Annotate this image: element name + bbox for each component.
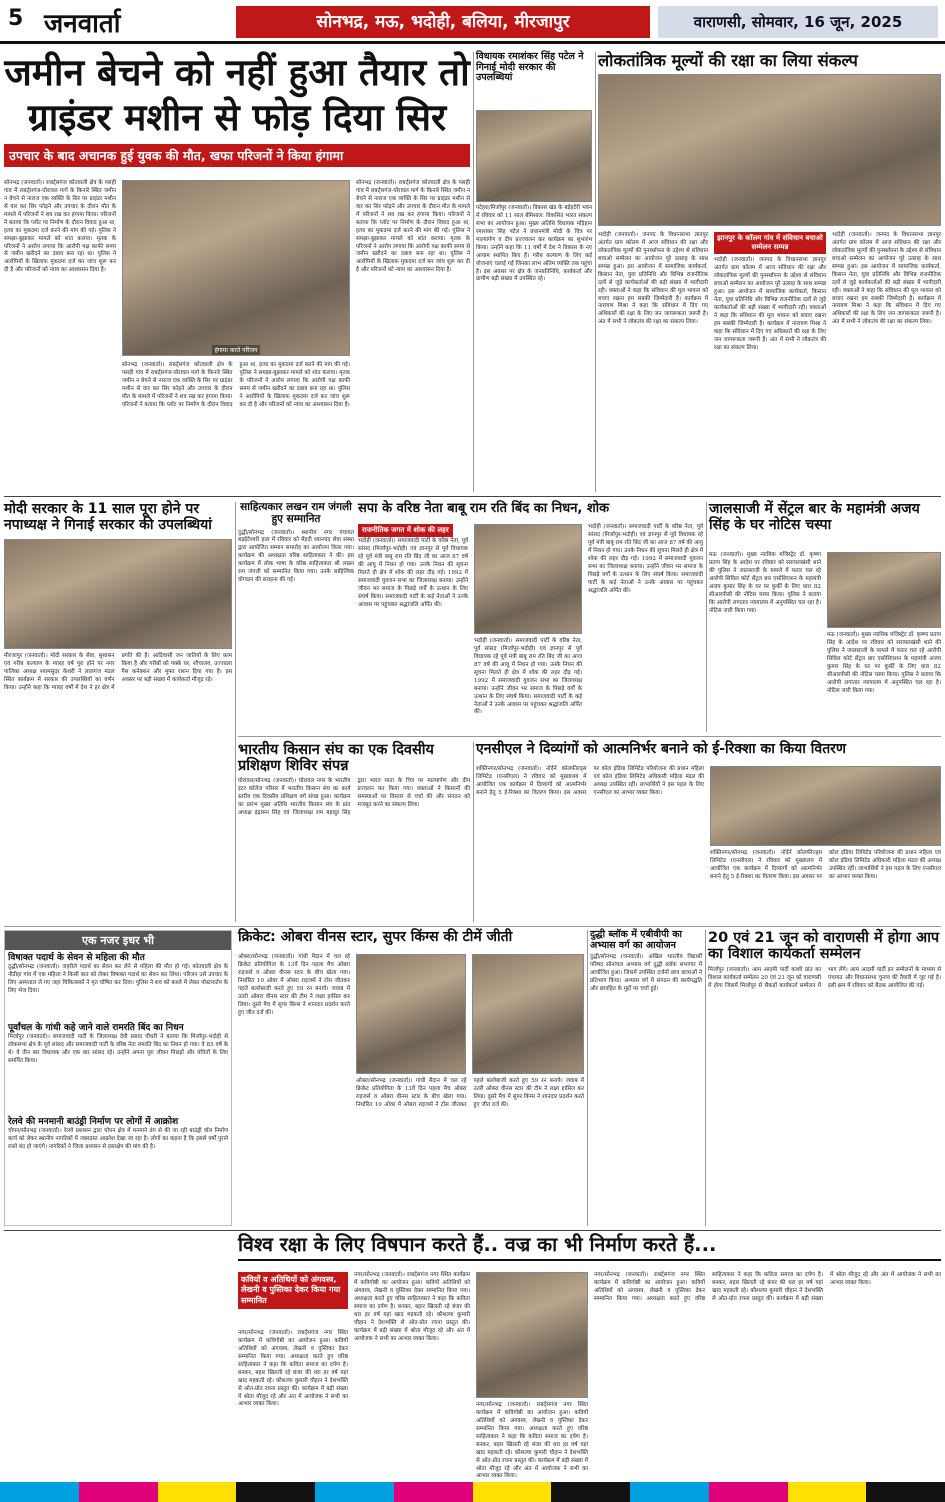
samvidhan-headline: लोकतांत्रिक मूल्यों की रक्षा का लिया संकल्प xyxy=(598,51,858,70)
jalsaji-body: मऊ (जनवार्ता)। मुख्य न्यायिक मजिस्ट्रेट डॉ. कृष्णा प्रताप सिंह के आदेश पर रविवार को सरायलखंसी थाने की पुलिस ने जालसाजी के मामले में फरार चल रहे आरोपी सिविल कोर्ट सेंट्रल बार एसोसिएशन के महामंत्री अजय कुमार सिंह के घर पर कुर्की के लिए धारा 82 सीआरपीसी की नोटिस चस्पा किया। पुलिस ने बताया कि आरोपी लगातार न्यायालय में अनुपस्थित चल रहा है। नोटिस जारी किया गया। xyxy=(709,552,821,614)
nazar-item2-body: मिर्जापुर (जनवार्ता)। समाजवादी पार्टी के जिलाध्यक्ष देवी प्रसाद चौधरी ने बताया कि मिर्जापुर-भदोही से लोकसभा क्षेत्र के पूर्व सांसद और समाजवादी पार्टी के वरिष्ठ नेता रामरति बिंद का निधन हो गया। वे 85 वर्ष के थे। वे तीन बार विधायक और एक बार सांसद रहे। उन्होंने अपना पूरा जीवन पिछड़ों और वंचितों के लिए समर्पित किया। xyxy=(8,1034,228,1064)
lead-headline-1: जमीन बेचने को नहीं हुआ तैयार तो xyxy=(4,51,470,94)
color-registration-bar xyxy=(0,1482,945,1502)
cricket-body: ओबरा/सोनभद्र (जनवार्ता)। गांधी मैदान में चल रहे क्रिकेट प्रतियोगिता के 13वें दिन पहला मैच ओबरा राइजर्स व ओबरा वीनस स्टार के बीच खेला गया। निर्धारित 10 ओवर में ओबरा राइजर्स ने टॉस जीतकर पहले बल्लेबाजी करते हुए 59 रन बनाये। जवाब में उतरी ओबरा वीनस स्टार की टीम ने लक्ष्य हासिल कर लिया। दूसरे मैच में सुपर किंग्स ने शानदार प्रदर्शन करते हुए जीत दर्ज की। xyxy=(238,954,350,1016)
lead-body-left: सोनभद्र (जनवार्ता)। राबर्ट्सगंज कोतवाली क्षेत्र के पसही गांव में राबर्ट्सगंज-घोरावल मार्ग के किनारे स्थित जमीन न बेचने से नाराज एक व्यक्ति के सिर पर ग्राइंडर मशीन से वार कर सिर फोड़ने और उपचार के दौरान मौत के मामले में परिजनों ने शव रख कर हंगामा किया। परिजनों ने बताया कि प्लॉट पर निर्माण के दौरान विवाद हुआ था, हत्या का मुकदमा दर्ज करने की मांग की गई। पुलिस ने समझा-बुझाकर मामले को शांत कराया। मृतक के परिजनों ने आरोप लगाया कि आरोपी पक्ष काफी समय से जमीन खरीदने का दबाव बना रहा था। पुलिस ने आरोपियों के खिलाफ मुकदमा दर्ज कर जांच शुरू कर दी है और परिजनों को न्याय का आश्वासन दिया है। xyxy=(4,180,116,274)
ncl-headline: एनसीएल ने दिव्यांगों को आत्मनिर्भर बनाने को ई-रिक्शा का किया वितरण xyxy=(476,741,847,757)
lakhan-story xyxy=(238,502,354,732)
lead-body-under-photo: सोनभद्र (जनवार्ता)। राबर्ट्सगंज कोतवाली क्षेत्र के पसही गांव में राबर्ट्सगंज-घोरावल मार्ग के किनारे स्थित जमीन न बेचने से नाराज एक व्यक्ति के सिर पर ग्राइंडर मशीन से वार कर सिर फोड़ने और उपचार के दौरान मौत के मामले में परिजनों ने शव रख कर हंगामा किया। परिजनों ने बताया कि प्लॉट पर निर्माण के दौरान विवाद हुआ था, हत्या का मुकदमा दर्ज करने की मांग की गई। पुलिस ने समझा-बुझाकर मामले को शांत कराया। मृतक के परिजनों ने आरोप लगाया कि आरोपी पक्ष काफी समय से जमीन खरीदने का दबाव बना रहा था। पुलिस ने आरोपियों के खिलाफ मुकदमा दर्ज कर जांच शुरू कर दी है और परिजनों को न्याय का आश्वासन दिया है। xyxy=(122,362,350,408)
aap-story xyxy=(708,930,941,1226)
nazar-item1-title: विषाक्त पदार्थ के सेवन से महिला की मौत xyxy=(8,953,145,963)
modi-headline: विधायक रमाशंकर सिंह पटेल ने गिनाई मोदी सरकार की उपलब्धियां xyxy=(476,51,584,84)
cricket-photo-1 xyxy=(356,954,466,1074)
samvidhan-photo xyxy=(598,74,941,226)
modi2-photo xyxy=(4,539,232,649)
lead-story xyxy=(4,52,470,492)
babu-kicker: राजनीतिक जगत में शोक की लहर xyxy=(358,524,453,537)
kavi-story: विश्व रक्षा के लिए विषपान करते हैं.. वज्र का भी निर्माण करते हैं... कवियों व अतिथियों को अंगवस्त्र, लेखनी व पुस्तिका देकर किया गया सम्मानित नगर/सोनभद्र (जनवार्ता)। राबर्ट्सगंज नगर स्थित कार्यक्रम में कविगोष्ठी का आयोजन हुआ। कवियों अतिथियों को अंगवस्त्र, लेखनी व पुस्तिका देकर सम्मानित किया गया। अध्यक्षता करते हुए वरिष्ठ साहित्यकार ने कहा कि कविता समाज का दर्पण है। बनकर, बहार खिलती रहे बंजर की धरा हर वर्ष यहां खाद महकती रहे। कौशल्या कुमारी चौहान ने देशभक्ति से ओत-प्रोत रचना प्रस्तुत की। कार्यक्रम में बड़ी संख्या में श्रोता मौजूद रहे और अंत में आयोजक ने सभी का आभार व्यक्त किया। नगर/सोनभद्र (जनवार्ता)। राबर्ट्सगंज नगर स्थित कार्यक्रम में कविगोष्ठी का आयोजन हुआ। कवियों अतिथियों को अंगवस्त्र, लेखनी व पुस्तिका देकर सम्मानित किया गया। अध्यक्षता करते हुए वरिष्ठ साहित्यकार ने कहा कि कविता समाज का दर्पण है। बनकर, बहार खिलती रहे बंजर की धरा हर वर्ष यहां खाद महकती रहे। कौशल्या कुमारी चौहान ने देशभक्ति से ओत-प्रोत रचना प्रस्तुत की। कार्यक्रम में बड़ी संख्या में श्रोता मौजूद रहे और अंत में आयोजक ने सभी का आभार व्यक्त किया। नगर/सोनभद्र (जनवार्ता)। राबर्ट्सगंज नगर स्थित कार्यक्रम में कविगोष्ठी का आयोजन हुआ। कवियों अतिथियों को अंगवस्त्र, लेखनी व पुस्तिका देकर सम्मानित किया गया। अध्यक्षता करते हुए वरिष्ठ साहित्यकार ने कहा कि कविता समाज का दर्पण है। बनकर, बहार खिलती रहे बंजर की धरा हर वर्ष यहां खाद महकती रहे। कौशल्या कुमारी चौहान ने देशभक्ति से ओत-प्रोत रचना प्रस्तुत की। कार्यक्रम में बड़ी संख्या में श्रोता मौजूद रहे और अंत में आयोजक ने सभी का आभार व्यक्त किया। नगर/सोनभद्र (जनवार्ता)। राबर्ट्सगंज नगर स्थित कार्यक्रम में कविगोष्ठी का आयोजन हुआ। कवियों अतिथियों को अंगवस्त्र, लेखनी व पुस्तिका देकर सम्मानित किया गया। अध्यक्षता करते हुए वरिष्ठ साहित्यकार ने कहा कि कविता समाज का दर्पण है। बनकर, बहार खिलती रहे बंजर की धरा हर वर्ष यहां खाद महकती रहे। कौशल्या कुमारी चौहान ने देशभक्ति से ओत-प्रोत रचना प्रस्तुत की। कार्यक्रम में बड़ी संख्या में श्रोता मौजूद रहे और अंत में आयोजक ने सभी का आभार व्यक्त किया। xyxy=(238,1233,941,1480)
babu-story xyxy=(358,502,703,732)
nazar-item2-title: पूर्वांचल के गांधी कहे जाने वाले रामरति बिंद का निधन xyxy=(8,1023,184,1034)
cricket-story: क्रिकेट: ओबरा वीनस स्टार, सुपर किंग्स की टीमें जीती ओबरा/सोनभद्र (जनवार्ता)। गांधी मैदान में चल रहे क्रिकेट प्रतियोगिता के 13वें दिन पहला मैच ओबरा राइजर्स व ओबरा वीनस स्टार के बीच खेला गया। निर्धारित 10 ओवर में ओबरा राइजर्स ने टॉस जीतकर पहले बल्लेबाजी करते हुए 59 रन बनाये। जवाब में उतरी ओबरा वीनस स्टार की टीम ने लक्ष्य हासिल कर लिया। दूसरे मैच में सुपर किंग्स ने शानदार प्रदर्शन करते हुए जीत दर्ज की। ओबरा/सोनभद्र (जनवार्ता)। गांधी मैदान में चल रहे क्रिकेट प्रतियोगिता के 13वें दिन पहला मैच ओबरा राइजर्स व ओबरा वीनस स्टार के बीच खेला गया। निर्धारित 10 ओवर में ओबरा राइजर्स ने टॉस जीतकर पहले बल्लेबाजी करते हुए 59 रन बनाये। जवाब में उतरी ओबरा वीनस स्टार की टीम ने लक्ष्य हासिल कर लिया। दूसरे मैच में सुपर किंग्स ने शानदार प्रदर्शन करते हुए जीत दर्ज की। xyxy=(238,930,584,1226)
lakhan-headline: साहित्यकार लखन राम जंगली हुए सम्मानित xyxy=(240,501,352,525)
ncl-story: एनसीएल ने दिव्यांगों को आत्मनिर्भर बनाने को ई-रिक्शा का किया वितरण शक्तिनगर/सोनभद्र (जनवार्ता)। नॉर्दर्न कोलफील्ड्स लिमिटेड (एनसीएल) ने रविवार को मुख्यालय में आयोजित एक कार्यक्रम में दिव्यांगों को आत्मनिर्भर बनाने हेतु 5 ई-रिक्शा का वितरण किया। इस अवसर पर कोल इंडिया लिमिटेड परियोजना की प्रधान महिला एवं कोल इंडिया लिमिटेड अधिकारी महिला मंडल की अध्यक्ष उपस्थित रहीं। लाभार्थियों ने इस पहल के लिए एनसीएल का आभार व्यक्त किया। शक्तिनगर/सोनभद्र (जनवार्ता)। नॉर्दर्न कोलफील्ड्स लिमिटेड (एनसीएल) ने रविवार को मुख्यालय में आयोजित एक कार्यक्रम में दिव्यांगों को आत्मनिर्भर बनाने हेतु 5 ई-रिक्शा का वितरण किया। इस अवसर पर कोल इंडिया लिमिटेड परियोजना की प्रधान महिला एवं कोल इंडिया लिमिटेड अधिकारी महिला मंडल की अध्यक्ष उपस्थित रहीं। लाभार्थियों ने इस पहल के लिए एनसीएल का आभार व्यक्त किया। xyxy=(476,742,941,922)
aap-headline: 20 एवं 21 जून को वाराणसी में होगा आप का विशाल कार्यकर्ता सम्मेलन xyxy=(708,930,940,963)
lead-body-right: सोनभद्र (जनवार्ता)। राबर्ट्सगंज कोतवाली क्षेत्र के पसही गांव में राबर्ट्सगंज-घोरावल मार्ग के किनारे स्थित जमीन न बेचने से नाराज एक व्यक्ति के सिर पर ग्राइंडर मशीन से वार कर सिर फोड़ने और उपचार के दौरान मौत के मामले में परिजनों ने शव रख कर हंगामा किया। परिजनों ने बताया कि प्लॉट पर निर्माण के दौरान विवाद हुआ था, हत्या का मुकदमा दर्ज करने की मांग की गई। पुलिस ने समझा-बुझाकर मामले को शांत कराया। मृतक के परिजनों ने आरोप लगाया कि आरोपी पक्ष काफी समय से जमीन खरीदने का दबाव बना रहा था। पुलिस ने आरोपियों के खिलाफ मुकदमा दर्ज कर जांच शुरू कर दी है और परिजनों को न्याय का आश्वासन दिया है। xyxy=(356,180,470,274)
lakhan-body: दुद्धी/सोनभद्र (जनवार्ता)। स्थानीय नगर पंचायत बड़हेटेश्वरी हाल में रविवार को मेंहदी ध्यानचंद सेवा संस्था द्वारा आयोजित सम्मान समारोह का आयोजन किया गया। कार्यक्रम की अध्यक्षता वरिष्ठ साहित्यकार ने की। इस कार्यक्रम में लोक भाषा के वरिष्ठ साहित्यकार श्री लखन राम जंगली को सम्मानित किया गया। उनके साहित्यिक योगदान की सराहना की गई। xyxy=(238,529,354,584)
abvp-body: दुद्धी/सोनभद्र (जनवार्ता)। अखिल भारतीय विद्यार्थी परिषद सोनांचल अभ्यास वर्ग दुद्धी ब्लॉक सभागार में आयोजित हुआ। जिसमें उपस्थित दर्जनों छात्र छात्राओं ने प्रतिभाग किया। अभ्यास वर्ग में संगठन की कार्यपद्धति और छात्रहित के मुद्दों पर चर्चा हुई। xyxy=(590,954,702,992)
lead-headline-2: ग्राइंडर मशीन से फोड़ दिया सिर xyxy=(27,96,447,140)
modi-body: पटेहरा/मिर्जापुर (जनवार्ता)। विकास खंड के बड़ेहटेरी भवन में रविवार को 11 साल बेमिसाल: विकसित भारत संकल्प सभा का आयोजन हुआ। मुख्य अतिथि विधायक मड़िहान रमाशंकर सिंह पटेल ने प्रधानमंत्री मोदी के चित्र पर माल्यार्पण व दीप प्रज्ज्वलन कर कार्यक्रम का शुभारंभ किया। उन्होंने कहा कि 11 वर्षों में देश ने विकास के नए आयाम स्थापित किए हैं। गरीब कल्याण के लिए कई योजनाएं चलाई गईं जिनका लाभ अंतिम व्यक्ति तक पहुंचा है। इस अवसर पर क्षेत्र के जनप्रतिनिधि, कार्यकर्ता और ग्रामीण बड़ी संख्या में उपस्थित रहे। xyxy=(476,205,592,283)
samvidhan-body-1: भदोही (जनवार्ता)। जनपद के विधानसभा ज्ञानपुर अंतर्गत ग्राम कॉलम में आज संविधान की रक्षा और लोकतांत्रिक मूल्यों की पुनर्स्थापना के उद्देश्य से संविधान बचाओ सम्मेलन का आयोजन पूरे उत्साह के साथ सम्पन्न हुआ। इस आयोजन में सामाजिक कार्यकर्ता, किसान नेता, युवा प्रतिनिधि और विभिन्न राजनीतिक दलों से जुड़े कार्यकर्ताओं की बड़ी संख्या में भागीदारी रही। वक्ताओं ने कहा कि संविधान की मूल भावना को बचाए रखना हम सबकी जिम्मेदारी है। कार्यक्रम में नारायण मिश्रा ने कहा कि संविधान में दिए गए अधिकारों की रक्षा के लिए जन जागरूकता जरूरी है। अंत में सभी ने लोकतंत्र की रक्षा का संकल्प लिया। xyxy=(598,232,708,326)
modi2-headline: मोदी सरकार के 11 साल पूरा होने पर नपाध्यक्ष ने गिनाई सरकार की उपलब्धियां xyxy=(4,501,212,533)
ncl-body: शक्तिनगर/सोनभद्र (जनवार्ता)। नॉर्दर्न कोलफील्ड्स लिमिटेड (एनसीएल) ने रविवार को मुख्यालय में आयोजित एक कार्यक्रम में दिव्यांगों को आत्मनिर्भर बनाने हेतु 5 ई-रिक्शा का वितरण किया। इस अवसर पर कोल इंडिया लिमिटेड परियोजना की प्रधान महिला एवं कोल इंडिया लिमिटेड अधिकारी महिला मंडल की अध्यक्ष उपस्थित रहीं। लाभार्थियों ने इस पहल के लिए एनसीएल का आभार व्यक्त किया। xyxy=(476,766,704,796)
ek-nazar-section xyxy=(4,930,232,1226)
abvp-headline: दुद्धी ब्लॉक में एबीवीपी का अभ्यास वर्ग का आयोजन xyxy=(590,929,682,951)
nazar-item3-body: चोपन/सोनभद्र (जनवार्ता)। रेलवे प्रशासन द्वारा चोपन क्षेत्र में मनमाने ढंग से की जा रही बाउंड्री वॉल निर्माण कार्य को लेकर स्थानीय नागरिकों में जबरदस्त आक्रोश देखा जा रहा है। लोगों का कहना है कि इससे वर्षों पुराने रास्ते बंद हो जाएंगे। नागरिकों ने जिला प्रशासन से हस्तक्षेप की मांग की है। xyxy=(8,1128,228,1151)
paper-name: जनवार्ता xyxy=(44,9,121,39)
babu-body-2: भदोही (जनवार्ता)। समाजवादी पार्टी के वरिष्ठ नेता, पूर्व सांसद (मिर्जापुर-भदोही) एवं ज्ञानपुर से पूर्व विधायक रहे पूर्व मंत्री बाबू राम रति बिंद जी का आज 87 वर्ष की आयु में निधन हो गया। उनके निधन की सूचना मिलते ही क्षेत्र में शोक की लहर दौड़ गई। 1992 में समाजवादी युवजन सभा का जिलाध्यक्ष बनाया। उन्होंने जीवन भर समाज के पिछड़े वर्गों के उत्थान के लिए संघर्ष किया। समाजवादी पार्टी के कई नेताओं ने उनके आवास पर पहुंचकर श्रद्धांजलि अर्पित की। xyxy=(474,638,582,716)
cricket-photo-2 xyxy=(472,954,584,1074)
kisan-story xyxy=(238,742,470,922)
kavi-body-3: नगर/सोनभद्र (जनवार्ता)। राबर्ट्सगंज नगर स्थित कार्यक्रम में कविगोष्ठी का आयोजन हुआ। कवियों अतिथियों को अंगवस्त्र, लेखनी व पुस्तिका देकर सम्मानित किया गया। अध्यक्षता करते हुए वरिष्ठ साहित्यकार ने कहा कि कविता समाज का दर्पण है। बनकर, बहार खिलती रहे बंजर की धरा हर वर्ष यहां खाद महकती रहे। कौशल्या कुमारी चौहान ने देशभक्ति से ओत-प्रोत रचना प्रस्तुत की। कार्यक्रम में बड़ी संख्या में श्रोता मौजूद रहे और अंत में आयोजक ने सभी का आभार व्यक्त किया। xyxy=(594,1272,941,1302)
kisan-headline: भारतीय किसान संघ का एक दिवसीय प्रशिक्षण शिविर संपन्न xyxy=(238,742,434,775)
kavi-body-1: नगर/सोनभद्र (जनवार्ता)। राबर्ट्सगंज नगर स्थित कार्यक्रम में कविगोष्ठी का आयोजन हुआ। कवियों अतिथियों को अंगवस्त्र, लेखनी व पुस्तिका देकर सम्मानित किया गया। अध्यक्षता करते हुए वरिष्ठ साहित्यकार ने कहा कि कविता समाज का दर्पण है। बनकर, बहार खिलती रहे बंजर की धरा हर वर्ष यहां खाद महकती रहे। कौशल्या कुमारी चौहान ने देशभक्ति से ओत-प्रोत रचना प्रस्तुत की। कार्यक्रम में बड़ी संख्या में श्रोता मौजूद रहे और अंत में आयोजक ने सभी का आभार व्यक्त किया। xyxy=(238,1330,348,1408)
district-strip: सोनभद्र, मऊ, भदोही, बलिया, मीरजापुर xyxy=(236,6,650,38)
aap-body: मिर्जापुर (जनवार्ता)। आम आदमी पार्टी काशी प्रांत का विशाल कार्यकर्ता सम्मेलन 20 एवं 21 जून को वाराणसी में होगा जिसमें मिर्जापुर से सैकड़ों कार्यकर्ता सम्मेलन में भाग लेंगे। आम आदमी पार्टी इन सम्मेलनों के माध्यम से पंचायत और विधानसभा चुनाव की तैयारी में जुट गई है। इसी क्रम में रविवार को बैठक आयोजित की गई। xyxy=(708,967,941,990)
nazar-item1-body: दुद्धी/सोनभद्र (जनवार्ता)। जहरीले पदार्थ का सेवन कर लेने से महिला की मौत हो गई। कोतवाली क्षेत्र के नौडीहा गांव में एक महिला ने किसी बात को लेकर विषाक्त पदार्थ का सेवन कर लिया। परिजन उसे उपचार के लिए अस्पताल ले गए जहां चिकित्सकों ने मृत घोषित कर दिया। पुलिस ने शव को कब्जे में लेकर पोस्टमार्टम के लिए भेज दिया। xyxy=(8,964,228,994)
kavi-photo xyxy=(476,1272,588,1398)
babu-body-1: भदोही (जनवार्ता)। समाजवादी पार्टी के वरिष्ठ नेता, पूर्व सांसद (मिर्जापुर-भदोही) एवं ज्ञानपुर से पूर्व विधायक रहे पूर्व मंत्री बाबू राम रति बिंद जी का आज 87 वर्ष की आयु में निधन हो गया। उनके निधन की सूचना मिलते ही क्षेत्र में शोक की लहर दौड़ गई। 1992 में समाजवादी युवजन सभा का जिलाध्यक्ष बनाया। उन्होंने जीवन भर समाज के पिछड़े वर्गों के उत्थान के लिए संघर्ष किया। समाजवादी पार्टी के कई नेताओं ने उनके आवास पर पहुंचकर श्रद्धांजलि अर्पित की। xyxy=(358,538,468,608)
kisan-body: घोरावल/सोनभद्र (जनवार्ता)। घोरावल नगर के भारतीय इंटर कॉलेज परिसर में भारतीय किसान संघ का कार्य स्तरीय एक दिवसीय प्रशिक्षण वर्ग संपन्न हुआ। कार्यक्रम का प्रारंभ मुख्य अतिथि भारतीय किसान संघ के प्रांत अध्यक्ष इंद्रासन सिंह एवं जिलाध्यक्ष राम बहादुर सिंह द्वारा भारत माता के चित्र पर माल्यार्पण और दीप प्रज्वलन कर किया गया। वक्ताओं ने किसानों की समस्याओं पर विस्तार से चर्चा की और संगठन को मजबूत करने का संकल्प लिया। xyxy=(238,778,470,817)
jalsaji-story: जालसाजी में सेंट्रल बार के महामंत्री अजय सिंह के घर नोटिस चस्पा मऊ (जनवार्ता)। मुख्य न्यायिक मजिस्ट्रेट डॉ. कृष्णा प्रताप सिंह के आदेश पर रविवार को सरायलखंसी थाने की पुलिस ने जालसाजी के मामले में फरार चल रहे आरोपी सिविल कोर्ट सेंट्रल बार एसोसिएशन के महामंत्री अजय कुमार सिंह के घर पर कुर्की के लिए धारा 82 सीआरपीसी की नोटिस चस्पा किया। पुलिस ने बताया कि आरोपी लगातार न्यायालय में अनुपस्थित चल रहा है। नोटिस जारी किया गया। मऊ (जनवार्ता)। मुख्य न्यायिक मजिस्ट्रेट डॉ. कृष्णा प्रताप सिंह के आदेश पर रविवार को सरायलखंसी थाने की पुलिस ने जालसाजी के मामले में फरार चल रहे आरोपी सिविल कोर्ट सेंट्रल बार एसोसिएशन के महामंत्री अजय कुमार सिंह के घर पर कुर्की के लिए धारा 82 सीआरपीसी की नोटिस चस्पा किया। पुलिस ने बताया कि आरोपी लगातार न्यायालय में अनुपस्थित चल रहा है। नोटिस जारी किया गया। xyxy=(709,502,941,732)
babu-headline: सपा के वरिष्ठ नेता बाबू राम रति बिंद का निधन, शोक xyxy=(358,501,610,516)
babu-photo xyxy=(474,524,582,634)
masthead xyxy=(0,0,945,44)
lead-photo: हंगामा करते परिजन xyxy=(122,180,350,356)
modi-photo xyxy=(476,110,592,202)
kavi-body-2: नगर/सोनभद्र (जनवार्ता)। राबर्ट्सगंज नगर स्थित कार्यक्रम में कविगोष्ठी का आयोजन हुआ। कवियों अतिथियों को अंगवस्त्र, लेखनी व पुस्तिका देकर सम्मानित किया गया। अध्यक्षता करते हुए वरिष्ठ साहित्यकार ने कहा कि कविता समाज का दर्पण है। बनकर, बहार खिलती रहे बंजर की धरा हर वर्ष यहां खाद महकती रहे। कौशल्या कुमारी चौहान ने देशभक्ति से ओत-प्रोत रचना प्रस्तुत की। कार्यक्रम में बड़ी संख्या में श्रोता मौजूद रहे और अंत में आयोजक ने सभी का आभार व्यक्त किया। xyxy=(354,1272,470,1342)
samvidhan-body-3: भदोही (जनवार्ता)। जनपद के विधानसभा ज्ञानपुर अंतर्गत ग्राम कॉलम में आज संविधान की रक्षा और लोकतांत्रिक मूल्यों की पुनर्स्थापना के उद्देश्य से संविधान बचाओ सम्मेलन का आयोजन पूरे उत्साह के साथ सम्पन्न हुआ। इस आयोजन में सामाजिक कार्यकर्ता, किसान नेता, युवा प्रतिनिधि और विभिन्न राजनीतिक दलों से जुड़े कार्यकर्ताओं की बड़ी संख्या में भागीदारी रही। वक्ताओं ने कहा कि संविधान की मूल भावना को बचाए रखना हम सबकी जिम्मेदारी है। कार्यक्रम में नारायण मिश्रा ने कहा कि संविधान में दिए गए अधिकारों की रक्षा के लिए जन जागरूकता जरूरी है। अंत में सभी ने लोकतंत्र की रक्षा का संकल्प लिया। xyxy=(832,232,941,326)
modi2-story xyxy=(4,502,232,922)
modi-sarkar-story xyxy=(476,52,592,492)
page-number: 5 xyxy=(8,6,24,31)
cricket-headline: क्रिकेट: ओबरा वीनस स्टार, सुपर किंग्स की टीमें जीती xyxy=(238,929,513,945)
ek-nazar-title: एक नजर इधर भी xyxy=(5,931,231,950)
nazar-item3-title: रेलवे की मनमानी बाउंड्री निर्माण पर लोगों में आक्रोश xyxy=(8,1117,179,1128)
ncl-photo xyxy=(710,766,941,846)
abvp-story xyxy=(590,930,702,1226)
jalsaji-photo xyxy=(827,552,941,628)
dateline: वाराणसी, सोमवार, 16 जून, 2025 xyxy=(658,6,938,38)
jalsaji-headline: जालसाजी में सेंट्रल बार के महामंत्री अजय सिंह के घर नोटिस चस्पा xyxy=(709,501,920,533)
samvidhan-kicker: झानपुर के कॉलम गांव में संविधान बचाओ सम्मेलन सम्पन्न xyxy=(714,232,826,254)
kavi-kicker: कवियों व अतिथियों को अंगवस्त्र, लेखनी व पुस्तिका देकर किया गया सम्मानित xyxy=(238,1272,348,1309)
modi2-body: मीरजापुर (जनवार्ता)। मोदी सरकार के सेवा, सुशासन एवं गरीब कल्याण के ग्यारह वर्ष पूरा होने पर नगर पालिका अध्यक्ष श्यामसुंदर केशरी ने लालगंज मंडल स्थित कार्यक्रम में सरकार की उपलब्धियों का वर्णन किया। उन्होंने कहा कि ग्यारह वर्षों में देश ने हर क्षेत्र में प्रगति की है। आदिवासी जन जातियों के लिए काम किया है और गरीबों को पक्के घर, शौचालय, उज्ज्वला गैस कनेक्शन और मुफ्त राशन दिया गया है। इस अवसर पर बड़ी संख्या में कार्यकर्ता मौजूद रहे। xyxy=(4,653,232,692)
samvidhan-story xyxy=(598,52,941,492)
lead-subheadline: उपचार के बाद अचानक हुई युवक की मौत, खफा परिजनों ने किया हंगामा xyxy=(4,144,470,167)
samvidhan-col2: झानपुर के कॉलम गांव में संविधान बचाओ सम्मेलन सम्पन्न भदोही (जनवार्ता)। जनपद के विधानसभा ज्ञानपुर अंतर्गत ग्राम कॉलम में आज संविधान की रक्षा और लोकतांत्रिक मूल्यों की पुनर्स्थापना के उद्देश्य से संविधान बचाओ सम्मेलन का आयोजन पूरे उत्साह के साथ सम्पन्न हुआ। इस आयोजन में सामाजिक कार्यकर्ता, किसान नेता, युवा प्रतिनिधि और विभिन्न राजनीतिक दलों से जुड़े कार्यकर्ताओं की बड़ी संख्या में भागीदारी रही। वक्ताओं ने कहा कि संविधान की मूल भावना को बचाए रखना हम सबकी जिम्मेदारी है। कार्यक्रम में नारायण मिश्रा ने कहा कि संविधान में दिए गए अधिकारों की रक्षा के लिए जन जागरूकता जरूरी है। अंत में सभी ने लोकतंत्र की रक्षा का संकल्प लिया। xyxy=(714,234,826,351)
babu-body-3: भदोही (जनवार्ता)। समाजवादी पार्टी के वरिष्ठ नेता, पूर्व सांसद (मिर्जापुर-भदोही) एवं ज्ञानपुर से पूर्व विधायक रहे पूर्व मंत्री बाबू राम रति बिंद जी का आज 87 वर्ष की आयु में निधन हो गया। उनके निधन की सूचना मिलते ही क्षेत्र में शोक की लहर दौड़ गई। 1992 में समाजवादी युवजन सभा का जिलाध्यक्ष बनाया। उन्होंने जीवन भर समाज के पिछड़े वर्गों के उत्थान के लिए संघर्ष किया। समाजवादी पार्टी के कई नेताओं ने उनके आवास पर पहुंचकर श्रद्धांजलि अर्पित की। xyxy=(588,524,703,594)
kavi-banner: विश्व रक्षा के लिए विषपान करते हैं.. वज्र का भी निर्माण करते हैं... xyxy=(238,1234,941,1261)
